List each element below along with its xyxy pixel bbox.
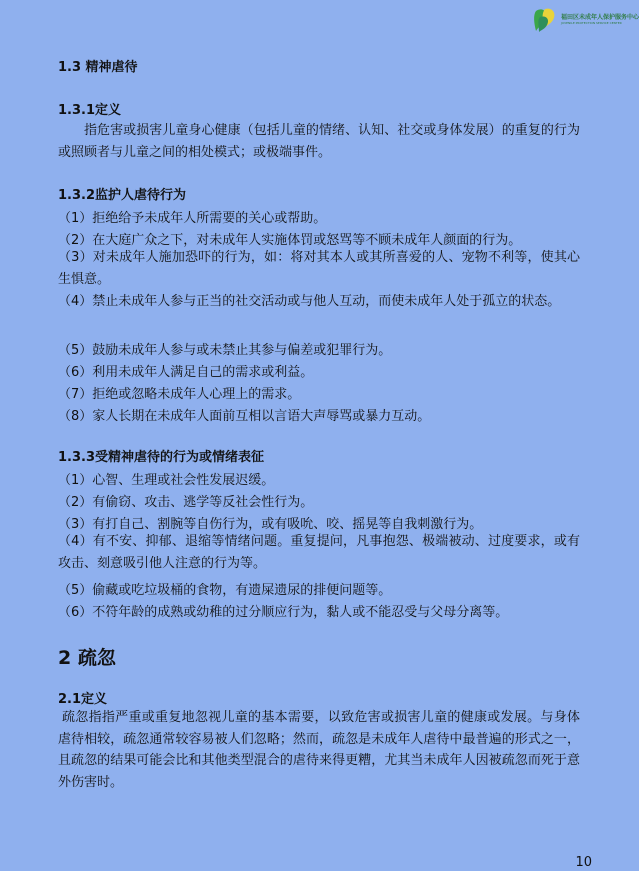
logo-english-name: JUVENILE PROTECTION SERVICE CENTER xyxy=(561,20,622,25)
list-item: （4）禁止未成年人参与正当的社交活动或与他人互动，而使未成年人处于孤立的状态。 xyxy=(58,294,561,309)
section-1-3-1-title: 1.3.1定义 xyxy=(58,103,122,118)
section-1-3-title: 1.3 精神虐待 xyxy=(58,60,138,75)
section-1-3-3-title: 1.3.3受精神虐待的行为或情绪表征 xyxy=(58,450,265,465)
list-item: （7）拒绝或忽略未成年人心理上的需求。 xyxy=(58,387,301,402)
list-item: （3）对未成年人施加恐吓的行为，如：将对其本人或其所喜爱的人、宠物不利等，使其心生惧意。 xyxy=(58,250,580,287)
list-item: （5）鼓励未成年人参与或未禁止其参与偏差或犯罪行为。 xyxy=(58,343,392,358)
logo-chinese-name: 福田区未成年人保护服务中心 xyxy=(561,13,639,21)
list-item: （3）有打自己、割腕等自伤行为，或有吸吮、咬、摇晃等自我刺激行为。 xyxy=(58,517,483,532)
list-item: （1）拒绝给予未成年人所需要的关心或帮助。 xyxy=(58,211,327,226)
list-item: （2）有偷窃、攻击、逃学等反社会性行为。 xyxy=(58,495,314,510)
org-logo xyxy=(532,4,639,34)
list-item: （5）偷藏或吃垃圾桶的食物，有遗屎遗尿的排便问题等。 xyxy=(58,583,392,598)
logo-emblem-icon xyxy=(532,5,558,33)
list-item: （8）家人长期在未成年人面前互相以言语大声辱骂或暴力互动。 xyxy=(58,409,431,424)
list-item: （6）不符年龄的成熟或幼稚的过分顺应行为，黏人或不能忍受与父母分离等。 xyxy=(58,605,509,620)
section-1-3-2-title: 1.3.2监护人虐待行为 xyxy=(58,188,187,203)
section-1-3-1-paragraph: 指危害或损害儿童身心健康（包括儿童的情绪、认知、社交或身体发展）的重复的行为或照顾者与儿童之间的相处模式；或极端事件。 xyxy=(58,123,580,160)
section-2-title: 2 疏忽 xyxy=(58,647,116,669)
list-item: （6）利用未成年人满足自己的需求或利益。 xyxy=(58,365,314,380)
list-item: （2）在大庭广众之下，对未成年人实施体罚或怒骂等不顾未成年人颜面的行为。 xyxy=(58,233,522,248)
section-2-1-paragraph: 疏忽指指严重或重复地忽视儿童的基本需要，以致危害或损害儿童的健康或发展。与身体虐待相较，疏忽通常较容易被人们忽略；然而，疏忽是未成年人虐待中最普遍的形式之一，且疏忽的结果可能会比和其他类型混合的虐待来得更糟，尤其当未成年人因被疏忽而死于意外伤害时。 xyxy=(58,710,580,790)
list-item: （1）心智、生理或社会性发展迟缓。 xyxy=(58,473,275,488)
section-2-1-title: 2.1定义 xyxy=(58,692,108,707)
list-item: （4）有不安、抑郁、退缩等情绪问题。重复提问，凡事抱怨、极端被动、过度要求，或有攻击、刻意吸引他人注意的行为等。 xyxy=(58,534,580,571)
page-number: 10 xyxy=(575,855,592,870)
